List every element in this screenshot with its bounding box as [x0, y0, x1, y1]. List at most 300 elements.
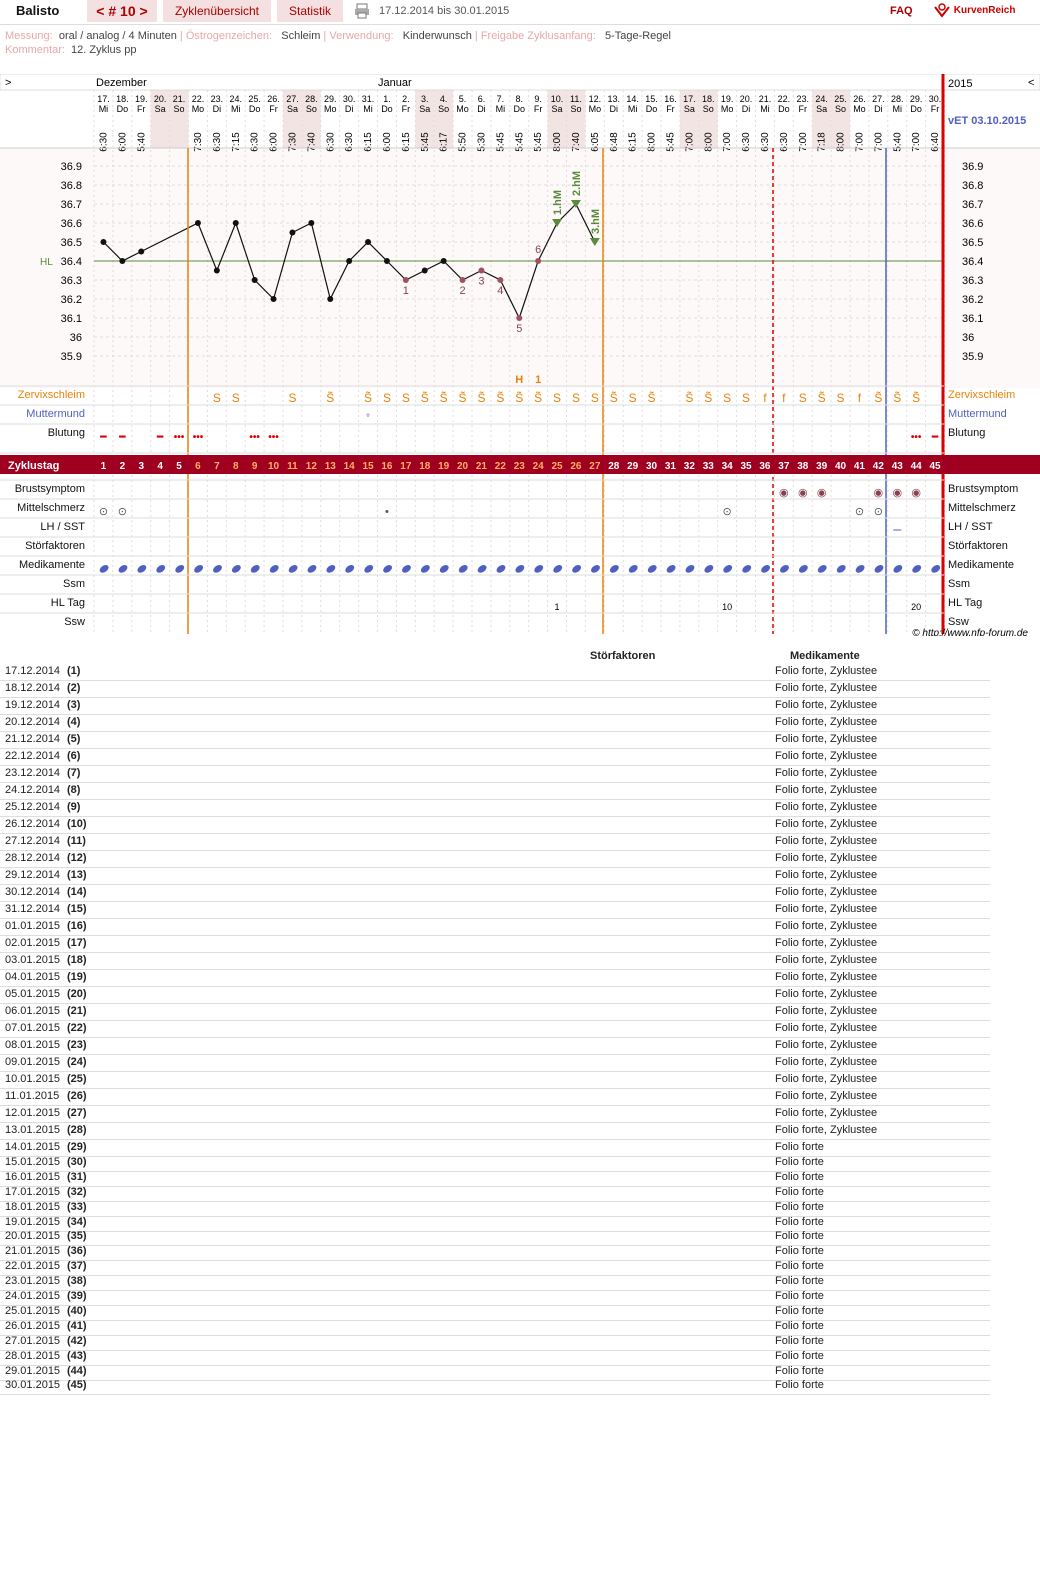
- row-date: 17.01.2015: [5, 1185, 61, 1198]
- row-medikamente: Folio forte, Zyklustee: [775, 1005, 878, 1017]
- weekday: Do: [513, 104, 526, 114]
- weekday: Fr: [137, 104, 146, 114]
- pill-icon: ⬬: [284, 560, 302, 578]
- row-label-right-hltag: HL Tag: [948, 597, 983, 609]
- day-number: 10.: [550, 94, 564, 104]
- weekday: Do: [116, 104, 129, 114]
- pill-icon: ⬬: [171, 560, 188, 578]
- weekday: Mo: [588, 104, 602, 114]
- cycle-day-number: 41: [853, 461, 866, 472]
- weekday: Sa: [551, 104, 563, 114]
- temp-point: [214, 268, 220, 274]
- temp-point: [478, 268, 484, 274]
- temp-tick-right: 36.5: [962, 237, 984, 249]
- tab-zyklenuebersicht[interactable]: Zyklenübersicht: [163, 0, 271, 22]
- zervix-mark: S̃: [912, 391, 921, 405]
- day-number: 5.: [458, 94, 467, 104]
- zervix-mark: S̃: [817, 391, 826, 405]
- day-number: 1.: [383, 94, 391, 104]
- day-number: 7.: [496, 94, 505, 104]
- pill-icon: ⬬: [549, 560, 566, 578]
- row-date: 05.01.2015: [5, 988, 61, 1000]
- pill-icon: ⬬: [606, 560, 623, 578]
- tab-statistik[interactable]: Statistik: [277, 0, 343, 22]
- year-label: 2015: [948, 78, 973, 90]
- day-number: 17.: [683, 94, 696, 104]
- row-cycle-day: (11): [67, 835, 86, 847]
- temp-point: [497, 277, 503, 283]
- nav-right-arrow: <: [1028, 77, 1035, 89]
- zervix-mark: S: [212, 391, 221, 405]
- cycle-day-number: 1: [100, 461, 107, 472]
- row-cycle-day: (14): [67, 886, 87, 898]
- weekday: Do: [248, 104, 261, 114]
- day-number: 9.: [534, 94, 542, 104]
- breast-symptom-icon: ◉: [779, 487, 789, 499]
- low-count-label: 3: [478, 275, 485, 288]
- cycle-day-number: 33: [702, 461, 714, 472]
- row-date: 06.01.2015: [5, 1005, 61, 1017]
- measure-time: 7:40: [306, 132, 318, 152]
- zervix-mark: S̃: [647, 391, 656, 405]
- row-medikamente: Folio forte, Zyklustee: [775, 1090, 878, 1102]
- day-number: 8.: [515, 94, 524, 104]
- cycle-day-number: 28: [608, 461, 620, 472]
- zervix-mark: S̃: [609, 391, 618, 405]
- hl-tag-number: 1: [554, 602, 560, 612]
- measure-time: 6:48: [608, 132, 620, 152]
- pill-icon: ⬬: [511, 560, 529, 578]
- cycle-day-number: 16: [381, 461, 393, 472]
- weekday: Do: [910, 104, 922, 114]
- weekday: So: [305, 104, 317, 114]
- weekday: Mi: [627, 104, 638, 114]
- pill-icon: ⬬: [681, 560, 699, 578]
- row-medikamente: Folio forte: [775, 1185, 824, 1198]
- zervix-mark: S: [590, 391, 599, 405]
- table-row: [0, 1038, 990, 1055]
- cycle-day-number: 31: [664, 461, 677, 472]
- row-label-ssm: Ssm: [63, 578, 85, 590]
- pill-icon: ⬬: [492, 560, 510, 578]
- temp-point: [346, 258, 352, 264]
- zervix-mark: S̃: [685, 391, 694, 405]
- cycle-day-number: 39: [816, 461, 828, 472]
- day-number: 18.: [116, 94, 129, 104]
- low-count-label: 4: [497, 285, 504, 297]
- row-label-right-muttermund: Muttermund: [948, 408, 1007, 420]
- measure-time: 5:45: [419, 132, 431, 152]
- cycle-day-number: 35: [740, 461, 752, 472]
- weekday: Sa: [286, 104, 298, 114]
- row-medikamente: Folio forte, Zyklustee: [775, 1039, 878, 1051]
- bleeding-mark: ━: [932, 432, 939, 443]
- table-row: [0, 987, 990, 1004]
- row-medikamente: Folio forte: [775, 1245, 824, 1258]
- pill-icon: ⬬: [870, 560, 888, 578]
- temp-point: [308, 220, 314, 226]
- day-number: 22.: [191, 94, 205, 104]
- temp-tick-right: 36.9: [962, 161, 984, 173]
- zervix-mark: f: [763, 391, 767, 405]
- faq-link[interactable]: FAQ: [890, 5, 913, 17]
- weekday: Do: [381, 104, 393, 114]
- month-januar: Januar: [378, 77, 412, 89]
- col-stoerfaktoren: Störfaktoren: [590, 650, 656, 662]
- temp-tick-right: 36.1: [962, 313, 984, 325]
- row-cycle-day: (3): [67, 699, 81, 711]
- measure-time: 5:45: [533, 132, 545, 152]
- row-date: 28.12.2014: [5, 852, 61, 864]
- row-medikamente: Folio forte: [775, 1155, 824, 1168]
- cycle-day-number: 15: [362, 461, 374, 472]
- row-cycle-day: (19): [67, 971, 87, 983]
- weekday: Di: [477, 104, 486, 114]
- cycle-day-number: 24: [532, 461, 544, 472]
- bleeding-mark: •••: [268, 432, 279, 443]
- row-date: 23.01.2015: [5, 1275, 61, 1288]
- table-row: [0, 1021, 990, 1038]
- row-medikamente: Folio forte: [775, 1275, 824, 1288]
- row-medikamente: Folio forte: [775, 1364, 824, 1377]
- row-cycle-day: (31): [67, 1170, 87, 1183]
- weekday: Fr: [930, 104, 940, 114]
- breast-symptom-icon: ◉: [892, 487, 903, 499]
- cycle-day-number: 13: [324, 461, 336, 472]
- zervix-mark: S: [723, 391, 732, 405]
- cycle-day-number: 38: [797, 461, 809, 472]
- date-range: 17.12.2014 bis 30.01.2015: [379, 5, 510, 17]
- cycle-day-number: 40: [834, 461, 847, 472]
- weekday: Mi: [495, 104, 506, 114]
- table-row: [0, 919, 990, 936]
- pill-icon: ⬬: [927, 560, 944, 578]
- row-cycle-day: (42): [67, 1334, 87, 1347]
- temp-point: [422, 268, 428, 274]
- day-number: 30.: [342, 94, 356, 104]
- row-date: 26.12.2014: [5, 818, 61, 830]
- row-cycle-day: (27): [67, 1107, 87, 1119]
- weekday: So: [835, 104, 847, 114]
- weekday: Sa: [419, 104, 431, 114]
- row-medikamente: Folio forte, Zyklustee: [775, 903, 878, 915]
- table-row: [0, 800, 990, 817]
- weekday: So: [438, 104, 450, 114]
- table-row: [0, 681, 990, 698]
- table-row: [0, 732, 990, 749]
- temp-point: [233, 220, 239, 226]
- row-cycle-day: (38): [67, 1275, 87, 1288]
- temp-point: [195, 220, 201, 226]
- bleeding-mark: •••: [249, 432, 260, 443]
- day-number: 12.: [588, 94, 602, 104]
- table-row: [0, 1055, 990, 1072]
- measure-time: 6:30: [211, 132, 223, 152]
- temp-point: [403, 277, 409, 283]
- table-row: [0, 953, 990, 970]
- row-medikamente: Folio forte, Zyklustee: [775, 1073, 878, 1085]
- pill-icon: ⬬: [832, 560, 850, 578]
- row-date: 08.01.2015: [5, 1039, 61, 1051]
- printer-icon[interactable]: [354, 0, 372, 22]
- row-label-right-stoer: Störfaktoren: [948, 540, 1008, 552]
- zervix-mark: S: [553, 391, 562, 405]
- high-measure-label: 1.hM: [552, 189, 565, 215]
- row-cycle-day: (12): [67, 852, 87, 864]
- row-date: 29.12.2014: [5, 869, 61, 881]
- day-number: 22.: [777, 94, 791, 104]
- pill-icon: ⬬: [133, 560, 151, 578]
- row-cycle-day: (30): [67, 1155, 87, 1168]
- cycle-day-number: 18: [419, 461, 431, 472]
- day-number: 2.: [402, 94, 410, 104]
- pill-icon: ⬬: [436, 560, 453, 578]
- row-cycle-day: (6): [67, 750, 81, 762]
- cycle-day-number: 37: [778, 461, 790, 472]
- row-date: 15.01.2015: [5, 1155, 61, 1168]
- row-date: 17.12.2014: [5, 665, 61, 677]
- weekday: Fr: [666, 104, 675, 114]
- day-number: 28.: [890, 94, 904, 104]
- weekday: Mi: [231, 104, 241, 114]
- zervix-mark: S̃: [534, 391, 543, 405]
- cycle-day-number: 3: [138, 461, 145, 472]
- row-date: 03.01.2015: [5, 954, 61, 966]
- measure-time: 8:00: [646, 132, 658, 152]
- row-date: 24.01.2015: [5, 1290, 61, 1302]
- measure-time: 7:00: [873, 132, 885, 152]
- cycle-navigator[interactable]: < # 10 >: [87, 0, 157, 22]
- weekday: Sa: [816, 104, 828, 114]
- measure-time: 6:00: [117, 132, 129, 152]
- row-cycle-day: (41): [67, 1319, 87, 1332]
- cycle-day-number: 42: [872, 461, 884, 472]
- mittelschmerz-icon: ⊙: [117, 506, 127, 518]
- temp-point: [289, 230, 295, 236]
- cycle-day-number: 21: [475, 461, 488, 472]
- zervix-mark: S̃: [458, 391, 467, 405]
- measure-time: 7:00: [911, 132, 923, 152]
- cycle-day-number: 34: [721, 461, 733, 472]
- cycle-chart: [0, 74, 1040, 636]
- row-date: 04.01.2015: [5, 971, 61, 983]
- bleeding-mark: ━: [100, 432, 107, 443]
- row-medikamente: Folio forte, Zyklustee: [775, 699, 878, 711]
- temp-point: [100, 239, 106, 245]
- measure-time: 6:40: [930, 132, 942, 152]
- pill-icon: ⬬: [814, 560, 831, 578]
- temp-tick-right: 36.8: [962, 180, 984, 192]
- row-date: 10.01.2015: [5, 1073, 61, 1085]
- temp-point: [516, 315, 522, 321]
- weekday: Sa: [683, 104, 695, 114]
- day-number: 19.: [720, 94, 734, 104]
- row-medikamente: Folio forte, Zyklustee: [775, 869, 878, 881]
- row-cycle-day: (43): [67, 1349, 87, 1362]
- row-cycle-day: (4): [67, 716, 81, 728]
- day-number: 13.: [607, 94, 621, 104]
- user-name: Balisto: [16, 3, 60, 18]
- breast-symptom-icon: ◉: [816, 487, 827, 499]
- row-date: 26.01.2015: [5, 1319, 61, 1332]
- row-cycle-day: (10): [67, 818, 87, 830]
- measure-time: 5:45: [514, 132, 526, 152]
- measure-time: 7:40: [570, 132, 582, 152]
- temp-point: [252, 277, 258, 283]
- row-date: 16.01.2015: [5, 1170, 61, 1183]
- day-number: 15.: [645, 94, 658, 104]
- measure-time: 6:05: [589, 132, 601, 152]
- day-number: 24.: [815, 94, 828, 104]
- measure-time: 6:15: [627, 132, 639, 152]
- row-medikamente: Folio forte, Zyklustee: [775, 750, 878, 762]
- breast-symptom-icon: ◉: [797, 487, 808, 499]
- mittelschmerz-icon: ⊙: [854, 506, 865, 518]
- measure-time: 7:18: [816, 132, 828, 152]
- weekday: Fr: [798, 104, 807, 114]
- zervix-mark: f: [857, 391, 862, 405]
- row-date: 21.01.2015: [5, 1245, 61, 1258]
- weekday: So: [702, 104, 714, 114]
- cycle-day-number: 43: [891, 461, 903, 472]
- month-row: [0, 74, 1040, 90]
- row-medikamente: Folio forte, Zyklustee: [775, 852, 878, 864]
- row-medikamente: Folio forte, Zyklustee: [775, 818, 878, 830]
- row-medikamente: Folio forte: [775, 1200, 824, 1213]
- row-cycle-day: (40): [67, 1304, 87, 1317]
- row-date: 12.01.2015: [5, 1107, 61, 1119]
- peak-1-label: 1: [535, 374, 542, 386]
- measure-time: 5:30: [476, 132, 488, 152]
- measure-time: 6:30: [325, 132, 337, 152]
- row-label-right-medi: Medikamente: [948, 559, 1015, 571]
- row-date: 29.01.2015: [5, 1364, 61, 1377]
- row-medikamente: Folio forte, Zyklustee: [775, 920, 878, 932]
- cycle-day-number: 2: [119, 461, 126, 472]
- row-cycle-day: (1): [67, 665, 81, 677]
- pill-icon: ⬬: [341, 560, 358, 578]
- row-date: 25.01.2015: [5, 1304, 61, 1317]
- row-cycle-day: (8): [67, 784, 81, 796]
- cycle-day-number: 4: [157, 461, 163, 472]
- table-row: [0, 783, 990, 800]
- measure-time: 8:00: [835, 132, 847, 152]
- row-medikamente: Folio forte, Zyklustee: [775, 665, 878, 677]
- weekday: Mo: [853, 104, 866, 114]
- pill-icon: ⬬: [454, 560, 472, 578]
- row-date: 19.12.2014: [5, 699, 61, 711]
- temp-tick-right: 36.3: [962, 275, 984, 287]
- weekday: Sa: [154, 104, 166, 114]
- row-cycle-day: (13): [67, 869, 87, 881]
- temp-point: [535, 258, 541, 264]
- weekday: Mo: [191, 104, 205, 114]
- nav-left-arrow: >: [5, 77, 12, 89]
- weekday: Di: [609, 104, 618, 114]
- cycle-day-number: 32: [683, 461, 695, 472]
- measure-time: 7:00: [797, 132, 809, 152]
- row-medikamente: Folio forte, Zyklustee: [775, 1056, 878, 1068]
- table-row: [0, 834, 990, 851]
- breast-symptom-icon: ◉: [911, 487, 921, 499]
- temp-point: [460, 277, 466, 283]
- cycle-day-number: 29: [627, 461, 639, 472]
- day-number: 20.: [153, 94, 167, 104]
- row-medikamente: Folio forte, Zyklustee: [775, 733, 878, 745]
- measure-time: 6:00: [381, 132, 393, 152]
- row-cycle-day: (16): [67, 920, 87, 932]
- row-cycle-day: (17): [67, 937, 87, 949]
- peak-h-label: H: [515, 374, 524, 386]
- measure-time: 6:17: [438, 132, 450, 152]
- row-medikamente: Folio forte: [775, 1334, 824, 1347]
- high-measure-label: 3.hM: [589, 208, 602, 234]
- row-medikamente: Folio forte, Zyklustee: [775, 1022, 878, 1034]
- row-cycle-day: (5): [67, 733, 81, 745]
- cycle-day-number: 14: [343, 461, 355, 472]
- pill-icon: ⬬: [379, 560, 396, 578]
- table-row: [0, 851, 990, 868]
- pill-icon: ⬬: [795, 560, 812, 578]
- table-row: [0, 698, 990, 715]
- table-row: [0, 868, 990, 885]
- pill-icon: ⬬: [719, 560, 736, 578]
- row-medikamente: Folio forte: [775, 1379, 824, 1392]
- zervix-mark: S̃: [364, 391, 373, 405]
- pill-icon: ⬬: [851, 560, 869, 578]
- weekday: Di: [212, 104, 222, 114]
- pill-icon: ⬬: [757, 560, 774, 578]
- table-row: [0, 885, 990, 902]
- weekday: Mi: [98, 104, 109, 114]
- day-number: 26.: [267, 94, 280, 104]
- bleeding-mark: •••: [173, 432, 185, 443]
- measure-time: 8:00: [703, 132, 715, 152]
- day-number: 30.: [928, 94, 942, 104]
- temp-tick-left: 36.8: [60, 180, 82, 192]
- row-cycle-day: (28): [67, 1124, 87, 1136]
- temp-tick-left: 36.3: [60, 275, 82, 287]
- day-number: 25.: [834, 94, 847, 104]
- low-count-label: 6: [535, 244, 542, 256]
- table-row: [0, 902, 990, 919]
- pill-icon: ⬬: [738, 560, 755, 578]
- row-medikamente: Folio forte, Zyklustee: [775, 1107, 878, 1119]
- cycle-day-number: 45: [929, 461, 941, 472]
- brand-logo[interactable]: KurvenReich: [933, 0, 1039, 22]
- row-medikamente: Folio forte: [775, 1141, 824, 1153]
- row-cycle-day: (36): [67, 1245, 87, 1258]
- row-date: 13.01.2015: [5, 1124, 61, 1136]
- pill-icon: ⬬: [247, 560, 264, 578]
- day-number: 23.: [796, 94, 810, 104]
- measure-time: 5:45: [495, 132, 507, 152]
- row-cycle-day: (21): [67, 1005, 87, 1017]
- bleeding-mark: ━: [119, 432, 126, 443]
- cycle-day-number: 27: [589, 461, 601, 472]
- cycle-day-number: 22: [494, 461, 506, 472]
- cycle-day-number: 20: [456, 461, 469, 472]
- temp-tick-left: 35.9: [60, 351, 82, 363]
- day-number: 24.: [229, 94, 243, 104]
- row-label-zervix: Zervixschleim: [17, 389, 85, 401]
- zervix-mark: S: [231, 391, 240, 405]
- plot-background: [0, 148, 1040, 388]
- row-cycle-day: (26): [67, 1090, 87, 1102]
- cycle-day-number: 23: [513, 461, 525, 472]
- pill-icon: ⬬: [700, 560, 718, 578]
- table-row: [0, 1106, 990, 1123]
